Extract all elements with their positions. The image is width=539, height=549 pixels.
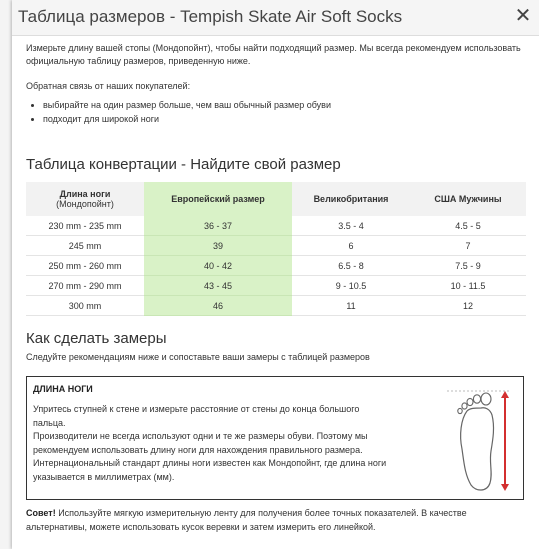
cell-us: 7 <box>410 236 526 256</box>
intro-text: Измерьте длину вашей стопы (Мондопойнт), чтобы найти подходящий размер. Мы всегда рекомендуем использовать официальную таблицу размеров, приведенную ниже. <box>26 43 521 66</box>
cell-eu: 43 - 45 <box>144 276 292 296</box>
foot-length-box <box>26 376 524 500</box>
cell-us: 12 <box>410 296 526 316</box>
tip-label: Совет! <box>26 508 56 518</box>
table-row <box>26 216 526 236</box>
cell-uk: 6.5 - 8 <box>292 256 410 276</box>
tip-body: Используйте мягкую измерительную ленту для получения более точных показателей. В качестве альтернативы, можете использовать кусок веревки и затем измерить его линейкой. <box>26 508 467 532</box>
dialog-title: Таблица размеров - Tempish Skate Air Soft Socks <box>18 7 403 26</box>
cell-eu: 40 - 42 <box>144 256 292 276</box>
cell-us: 10 - 11.5 <box>410 276 526 296</box>
cell-uk: 6 <box>292 236 410 256</box>
header-foot-length-sub: (Мондопойнт) <box>56 199 114 209</box>
cell-uk: 9 - 10.5 <box>292 276 410 296</box>
cell-length: 300 mm <box>26 296 144 316</box>
cell-eu: 36 - 37 <box>144 216 292 236</box>
cell-length: 230 mm - 235 mm <box>26 216 144 236</box>
header-uk: Великобритания <box>292 182 410 216</box>
conversion-title: Таблица конвертации - Найдите свой размер <box>26 156 341 173</box>
table-row <box>26 236 526 256</box>
foot-length-instructions <box>33 403 393 484</box>
instruction-paragraph: Производители не всегда используют одни и те же размеры обуви. Поэтому мы рекомендуем использовать длину ноги для нахождения правильного размера. Интернациональный стандарт длины ноги известен как Мондопойнт, где длина ноги указывается в миллиметрах (мм). <box>33 431 387 482</box>
table-row <box>26 276 526 296</box>
cell-length: 250 mm - 260 mm <box>26 256 144 276</box>
instruction-paragraph: Упритесь ступней к стене и измерьте расстояние от стены до конца большого пальца. <box>33 404 360 428</box>
header-foot-length-label: Длина ноги <box>59 189 111 199</box>
cell-uk: 3.5 - 4 <box>292 216 410 236</box>
close-button[interactable]: ✕ <box>514 5 532 27</box>
intro-section <box>26 42 526 127</box>
table-header-row <box>26 182 526 216</box>
feedback-item: • выбирайте на один размер больше, чем ваш обычный размер обуви <box>43 99 526 112</box>
cell-us: 4.5 - 5 <box>410 216 526 236</box>
foot-length-icon <box>445 389 515 493</box>
cell-eu: 46 <box>144 296 292 316</box>
header-eu: Европейский размер <box>144 182 292 216</box>
size-chart-dialog <box>12 0 539 549</box>
cell-eu: 39 <box>144 236 292 256</box>
tip-text <box>26 506 522 534</box>
dialog-header <box>12 0 539 36</box>
cell-length: 245 mm <box>26 236 144 256</box>
feedback-title: Обратная связь от наших покупателей: <box>26 81 191 91</box>
size-table <box>26 182 526 316</box>
feedback-item: • подходит для широкой ноги <box>43 113 526 126</box>
header-foot-length <box>26 182 144 216</box>
header-us: США Мужчины <box>410 182 526 216</box>
feedback-list <box>26 99 526 126</box>
table-row <box>26 296 526 316</box>
table-row <box>26 256 526 276</box>
measure-subtitle: Следуйте рекомендациям ниже и сопоставьте ваши замеры с таблицей размеров <box>26 352 370 362</box>
foot-length-title: ДЛИНА НОГИ <box>33 384 93 394</box>
cell-uk: 11 <box>292 296 410 316</box>
cell-us: 7.5 - 9 <box>410 256 526 276</box>
measure-title: Как сделать замеры <box>26 330 167 347</box>
cell-length: 270 mm - 290 mm <box>26 276 144 296</box>
